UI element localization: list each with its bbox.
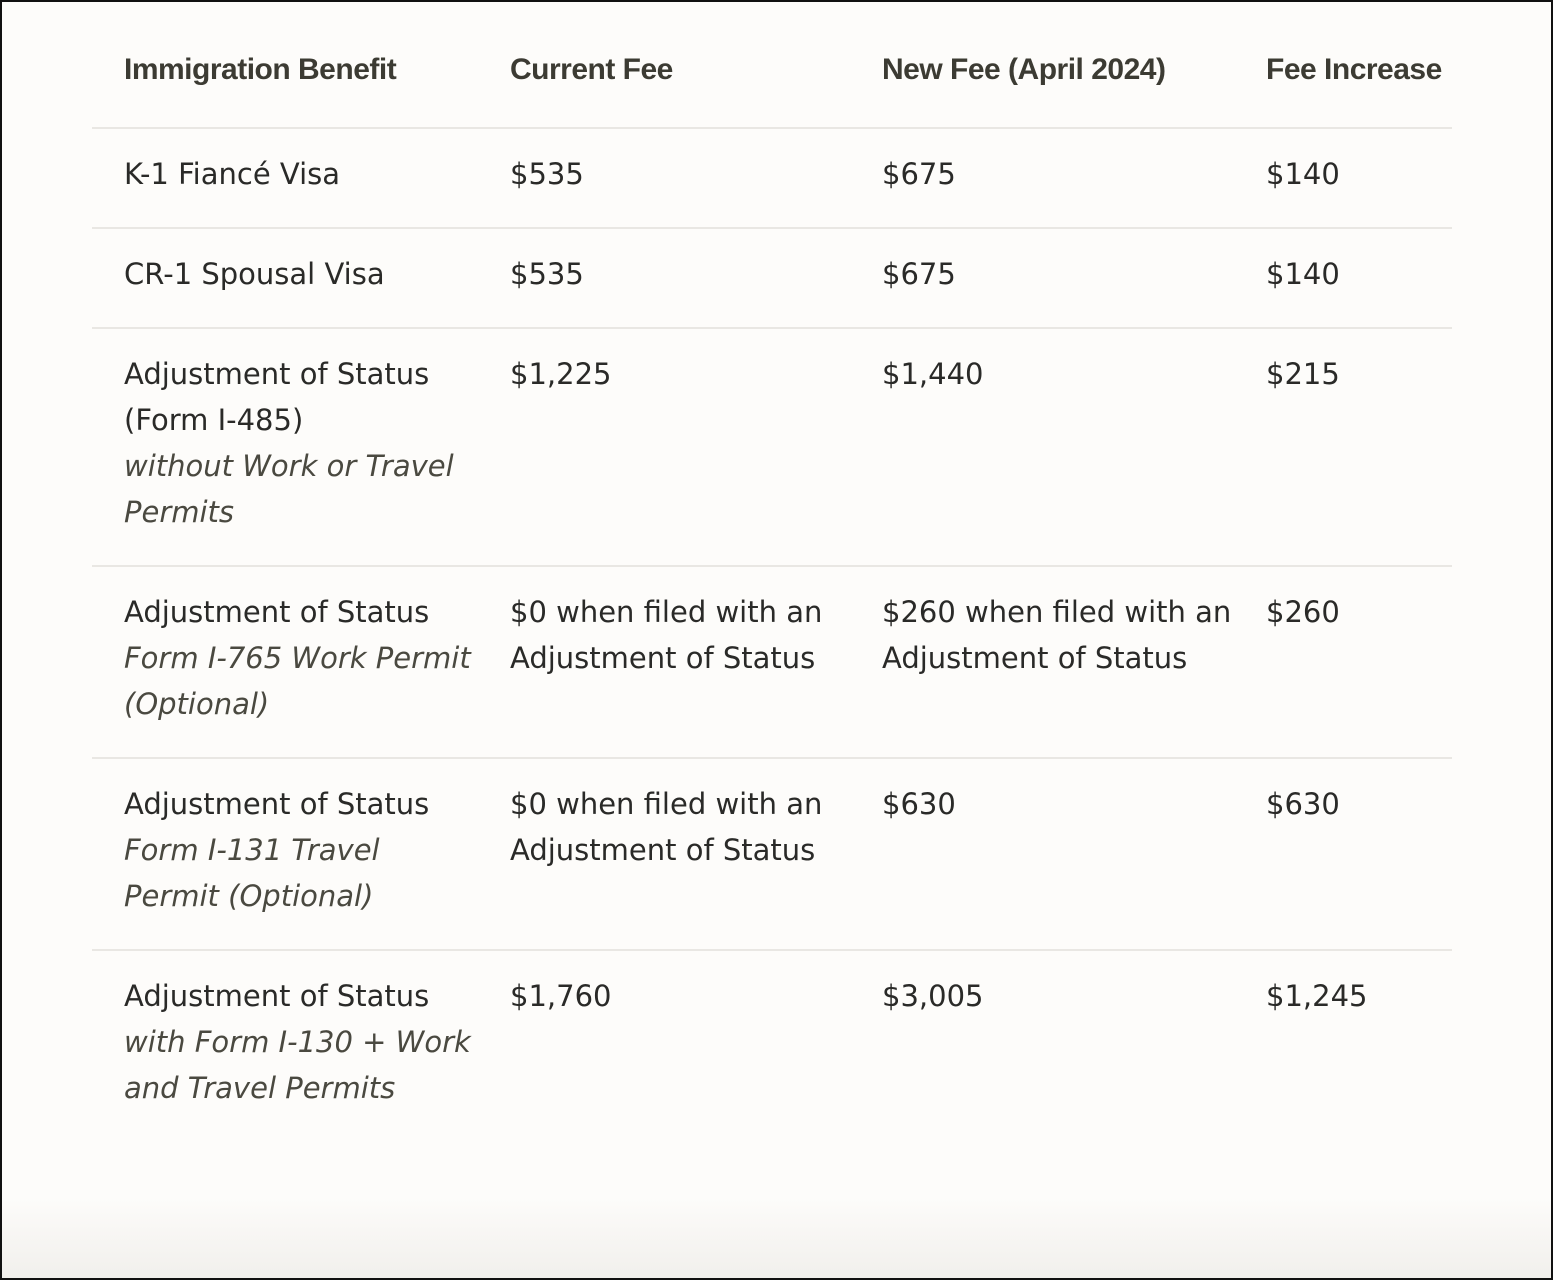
header-current-fee: Current Fee	[510, 53, 673, 86]
new-fee-cell: $260 when filed with an Adjustment of Status	[850, 566, 1234, 758]
current-fee-cell: $1,225	[478, 328, 850, 566]
benefit-cell	[92, 128, 478, 228]
current-fee-cell: $535	[478, 128, 850, 228]
table-row	[92, 758, 1452, 950]
fee-increase-cell: $630	[1234, 758, 1452, 950]
current-fee-cell: $0 when filed with an Adjustment of Status	[478, 758, 850, 950]
current-fee-cell: $1,760	[478, 950, 850, 1141]
benefit-cell	[92, 228, 478, 328]
new-fee-cell: $3,005	[850, 950, 1234, 1141]
header-new-fee: New Fee (April 2024)	[882, 53, 1166, 86]
benefit-name: Adjustment of Status	[124, 979, 430, 1013]
benefit-name: K-1 Fiancé Visa	[124, 157, 341, 191]
benefit-note: without Work or Travel Permits	[124, 449, 454, 529]
benefit-note: Form I-131 Travel Permit (Optional)	[124, 833, 380, 913]
bottom-fade-overlay	[2, 1198, 1551, 1278]
benefit-note: Form I-765 Work Permit (Optional)	[124, 641, 471, 721]
benefit-cell	[92, 566, 478, 758]
fee-increase-cell: $260	[1234, 566, 1452, 758]
header-fee-increase: Fee Increase	[1266, 53, 1442, 86]
current-fee-cell: $0 when filed with an Adjustment of Status	[478, 566, 850, 758]
table-header-row	[92, 2, 1452, 128]
fee-comparison-table	[92, 2, 1452, 1141]
fee-increase-cell: $1,245	[1234, 950, 1452, 1141]
current-fee-cell: $535	[478, 228, 850, 328]
benefit-cell	[92, 758, 478, 950]
new-fee-cell: $675	[850, 128, 1234, 228]
fee-increase-cell: $215	[1234, 328, 1452, 566]
fee-table-container	[92, 2, 1452, 1141]
header-immigration-benefit: Immigration Benefit	[124, 53, 397, 86]
table-row	[92, 566, 1452, 758]
benefit-name: Adjustment of Status	[124, 595, 430, 629]
table-row	[92, 128, 1452, 228]
table-row	[92, 328, 1452, 566]
benefit-cell	[92, 328, 478, 566]
table-row	[92, 950, 1452, 1141]
benefit-name: Adjustment of Status	[124, 787, 430, 821]
benefit-name: CR-1 Spousal Visa	[124, 257, 385, 291]
benefit-note: with Form I-130 + Work and Travel Permits	[124, 1025, 471, 1105]
table-row	[92, 228, 1452, 328]
fee-increase-cell: $140	[1234, 228, 1452, 328]
benefit-name: Adjustment of Status (Form I-485)	[124, 357, 430, 437]
benefit-cell	[92, 950, 478, 1141]
new-fee-cell: $1,440	[850, 328, 1234, 566]
new-fee-cell: $630	[850, 758, 1234, 950]
new-fee-cell: $675	[850, 228, 1234, 328]
fee-increase-cell: $140	[1234, 128, 1452, 228]
